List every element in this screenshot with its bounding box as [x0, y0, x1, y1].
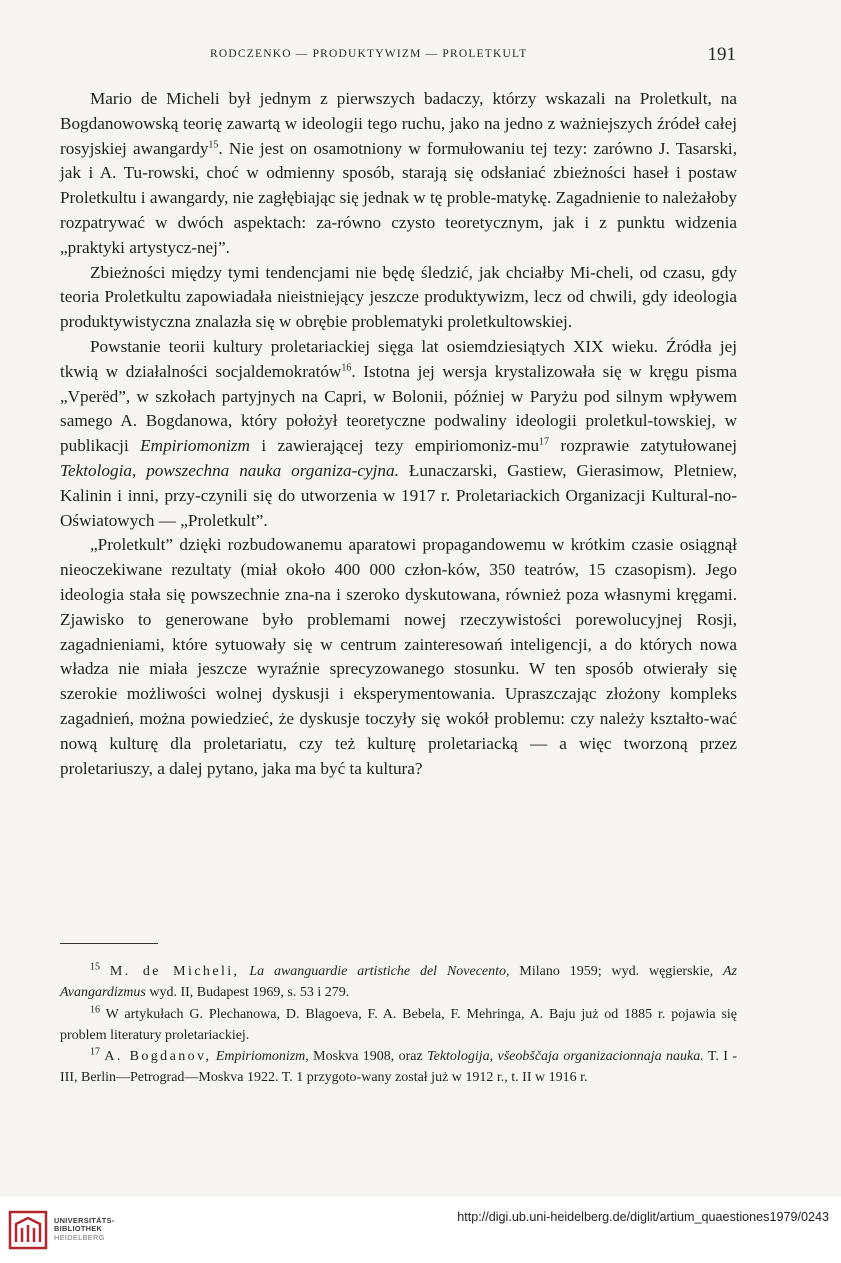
- page-header: [60, 44, 740, 68]
- book-title-tektologia: Tektologia, powszechna nauka organiza-cyjna.: [60, 460, 399, 480]
- paragraph-1: Mario de Micheli był jednym z pierwszych badaczy, którzy wskazali na Proletkult, na Bogdanowowską teorię zawartą w ideologii tego ruchu, jako na jedno z ważniejszych źródeł całej rosyjskiej awangardy$^{15}$. Nie jest on osamotniony w formułowaniu tej tezy: zarówno J. Tasarski, jak i A. Tu-rowski, choć w odmienny sposób, starają się odsłaniać zbieżności haseł i postaw Proletkultu i awangardy, nie zagłębiając się jednak w tę proble-matykę. Zagadnienie to należałoby rozpatrywać w dwóch aspektach: za-równo czysto teoretycznym, jak i z punktu widzenia „praktyki artystycz-nej”.: [60, 89, 737, 257]
- footnote-ref-16[interactable]: 16: [341, 362, 352, 374]
- book-title-empiriomonizm: Empiriomonizm: [140, 436, 250, 456]
- library-logo-icon[interactable]: [8, 1210, 48, 1250]
- running-head: RODCZENKO — PRODUKTYWIZM — PROLETKULT: [210, 48, 528, 60]
- footnote-ref-15[interactable]: 15: [208, 138, 219, 150]
- footnotes: [60, 961, 737, 1089]
- paragraph-3: Powstanie teorii kultury proletariackiej sięga lat osiemdziesiątych XIX wieku. Źródła jej tkwią w działalności socjaldemokratów$^{16}$. Istotna jej wersja krystalizowała się w kręgu pisma „Vperëd”, w szkołach partyjnych na Capri, w Bolonii, później w Paryżu pod silnym wpływem samego A. Bogdanowa, który położył teoretyczne podwaliny ideologii proletkul-towskiej, w publikacji Empiriomonizm i zawierającej tezy empiriomoniz-$mu^{17}$ rozprawie zatytułowanej Tektologia, powszechna nauka organiza-cyjna. Łunaczarski, Gastiew, Gierasimow, Pletniew, Kalinin i inni, przy-czynili się do utworzenia w 1917 r. Proletariackich Organizacji Kultural-no-Oświatowych — „Proletkult”.: [60, 336, 738, 530]
- paragraph-2: Zbieżności między tymi tendencjami nie będę śledzić, jak chciałby Mi-cheli, od czasu, gdy teoria Proletkultu zapowiadała nieistniejący jeszcze produktywizm, lecz od chwili, gdy ideologia produktywistyczna znalazła się w obrębie problematyki proletkultowskiej.: [60, 262, 737, 332]
- paragraph-4: „Proletkult” dzięki rozbudowanemu aparatowi propagandowemu w krótkim czasie osiągnął nieoczekiwane rezultaty (miał około 400 000 człon-ków, 350 teatrów, 15 czasopism). Jego ideologia stała się powszechnie zna-na i szeroko dyskutowana, również poza własnymi kręgami. Zjawisko to generowane było problemami nowej rzeczywistości porewolucyjnej Rosji, zagadnieniami, które sytuowały się w centrum zainteresowań inteligencji, a do których nowa władza nie miała jeszcze wyraźnie sprecyzowanego stosunku. W ten sposób otwierały się szerokie możliwości wolnej dyskusji i eksperymentowania. Upraszczając złożony kompleks zagadnień, można powiedzieć, że dyskusje toczyły się wokół problemu: czy należy kształto-wać nową kulturę dla proletariatu, czy też kulturę proletariacką — a więc tworzoną przez proletariuszy, a dalej pytano, jaka ma być ta kultura?: [60, 535, 737, 778]
- footnote-17: $^{17}$ A. Bogdanov, Empiriomonizm, Moskva 1908, oraz Tektologija, všeobščaja organizacionnaja nauka. T. I - III, Berlin—Petrograd—Moskva 1922. T. 1 przygoto-wany został już w 1912 r., t. II w 1916 r.: [60, 1046, 738, 1086]
- source-url-link[interactable]: http://digi.ub.uni-heidelberg.de/diglit/artium_quaestiones1979/0243: [457, 1210, 829, 1224]
- footnote-divider: [60, 943, 158, 944]
- footnote-15: $^{15}$ M. de Micheli, La awanguardie artistiche del Novecento, Milano 1959; wyd. węgierskie, Az Avangardizmus wyd. II, Budapest 1969, s. 53 i 279.: [60, 961, 737, 1001]
- library-name: UNIVERSITÄTS- BIBLIOTHEK HEIDELBERG: [54, 1216, 115, 1242]
- page-number: 191: [707, 44, 736, 65]
- viewer-footer: [0, 1197, 841, 1263]
- main-text: [60, 87, 737, 781]
- footnote-16: $^{16}$ W artykułach G. Plechanowa, D. Blagoeva, F. A. Bebela, F. Mehringa, A. Baju już od 1885 r. pojawia się problem literatury proletariackiej.: [60, 1003, 737, 1043]
- footnote-ref-17[interactable]: 17: [539, 436, 550, 448]
